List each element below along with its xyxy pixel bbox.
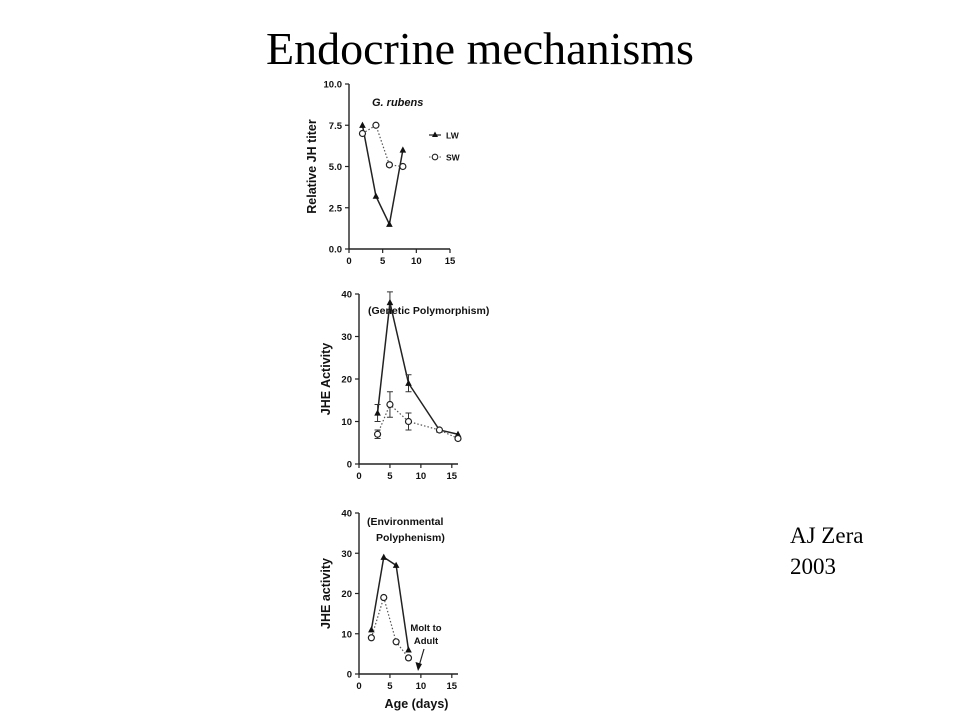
data-point-sw — [406, 655, 412, 661]
data-point-sw — [400, 164, 406, 170]
y-tick-label: 30 — [341, 548, 352, 560]
data-point-sw — [381, 595, 387, 601]
data-point-sw — [375, 431, 381, 437]
legend-marker-sw — [432, 154, 438, 160]
x-tick-label: 15 — [446, 471, 458, 482]
species-annotation: G. rubens — [372, 97, 424, 109]
y-tick-label: 0 — [346, 459, 352, 471]
data-point-sw — [406, 419, 412, 425]
y-tick-label: 2.5 — [328, 203, 342, 215]
panel-annotation-line1: (Environmental — [367, 516, 444, 528]
x-tick-label: 5 — [387, 681, 393, 692]
series-line-lw — [371, 557, 408, 650]
y-tick-label: 7.5 — [328, 120, 342, 132]
x-tick-label: 5 — [380, 256, 386, 267]
data-point-sw — [359, 131, 365, 137]
data-point-lw — [374, 409, 381, 415]
y-axis-label: JHE Activity — [319, 342, 333, 416]
slide-title: Endocrine mechanisms — [266, 23, 694, 74]
data-point-sw — [368, 635, 374, 641]
legend-label-sw: SW — [446, 152, 460, 163]
molt-arrow-head — [416, 662, 423, 671]
data-point-sw — [393, 639, 399, 645]
x-tick-label: 15 — [446, 681, 458, 692]
data-point-sw — [386, 162, 392, 168]
y-tick-label: 0.0 — [328, 244, 342, 256]
x-axis-label: Age (days) — [384, 697, 449, 711]
data-point-lw — [400, 146, 407, 152]
data-point-lw — [386, 221, 393, 227]
y-tick-label: 0 — [346, 669, 352, 681]
series-line-sw — [371, 598, 408, 658]
data-point-lw — [405, 646, 412, 652]
data-point-lw — [380, 554, 387, 560]
data-point-lw — [359, 122, 366, 128]
data-point-sw — [387, 402, 393, 408]
legend-label-lw: LW — [446, 130, 459, 141]
credit-author: AJ Zera — [790, 523, 864, 548]
data-point-sw — [373, 122, 379, 128]
x-tick-label: 0 — [356, 471, 362, 482]
arrow-label-line2: Adult — [413, 636, 439, 647]
series-line-lw — [362, 125, 402, 224]
y-tick-label: 40 — [341, 289, 352, 301]
y-tick-label: 10 — [341, 629, 352, 641]
panel-annotation: (Genetic Polymorphism) — [368, 305, 490, 317]
y-tick-label: 40 — [341, 508, 352, 520]
x-tick-label: 10 — [415, 471, 427, 482]
y-axis-label: JHE activity — [319, 558, 333, 629]
y-tick-label: 10 — [341, 417, 352, 428]
y-tick-label: 30 — [341, 332, 352, 343]
y-axis-label: Relative JH titer — [305, 119, 319, 214]
x-tick-label: 0 — [346, 256, 352, 267]
x-tick-label: 0 — [356, 681, 362, 692]
y-tick-label: 5.0 — [328, 162, 342, 173]
legend-marker-lw — [432, 132, 438, 138]
credit-year: 2003 — [790, 554, 836, 579]
data-point-lw — [373, 193, 380, 199]
data-point-lw — [405, 380, 412, 386]
panel-annotation-line2: Polyphenism) — [376, 532, 445, 544]
arrow-label-line1: Molt to — [410, 623, 442, 634]
y-tick-label: 10.0 — [323, 79, 342, 91]
x-tick-label: 15 — [444, 256, 456, 267]
y-tick-label: 20 — [341, 589, 352, 600]
data-point-lw — [368, 626, 375, 632]
x-tick-label: 10 — [411, 256, 422, 267]
data-point-lw — [393, 562, 400, 568]
data-point-sw — [455, 436, 461, 442]
y-tick-label: 20 — [341, 374, 352, 386]
data-point-sw — [436, 427, 442, 433]
author-credit — [790, 520, 863, 582]
x-tick-label: 5 — [387, 471, 393, 482]
x-tick-label: 10 — [415, 681, 427, 692]
